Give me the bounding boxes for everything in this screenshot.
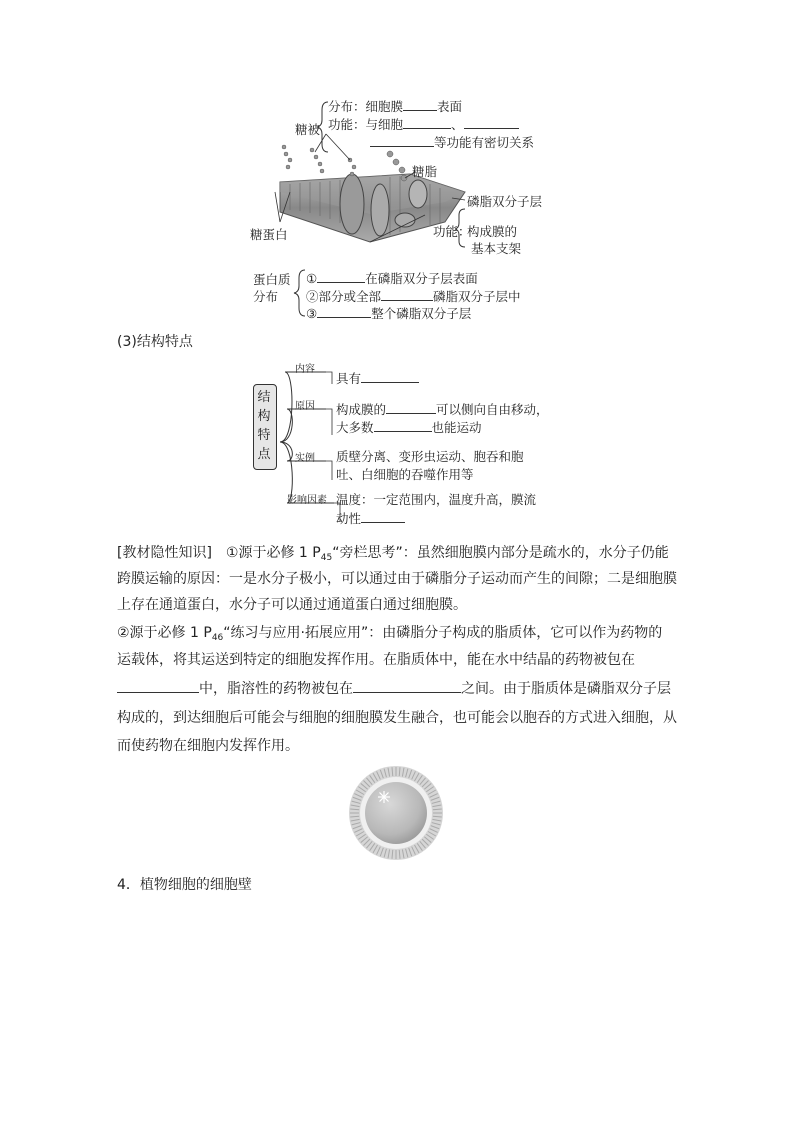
liposome-illustration — [348, 765, 444, 861]
bilayer-function-line1: 构成膜的 — [467, 224, 518, 239]
blank — [403, 98, 437, 111]
glycocalyx-function-line2: 等功能有密切关系 — [370, 134, 534, 151]
branch-content-text: 具有 — [336, 370, 419, 387]
glycoprotein-label: 糖蛋白 — [250, 227, 288, 242]
branch-factor-text2: 动性 — [336, 510, 405, 527]
protein-item-2: ②部分或全部 磷脂双分子层中 — [306, 289, 521, 304]
branch-example-text2: 吐、白细胞的吞噬作用等 — [336, 467, 474, 482]
blank — [353, 677, 461, 693]
bilayer-function-prefix: 功能： — [433, 224, 471, 239]
hidden-knowledge-p1-line3: 上存在通道蛋白，水分子可以通过通道蛋白通过细胞膜。 — [117, 597, 467, 613]
branch-label-factor: 影响因素 — [287, 495, 327, 506]
protein-item-3: ③ 整个磷脂双分子层 — [306, 306, 472, 321]
branch-example-text1: 质壁分离、变形虫运动、胞吞和胞 — [336, 449, 524, 464]
branch-reason-text1: 构成膜的 可以侧向自由移动， — [336, 402, 549, 417]
glycocalyx-label: 糖被 — [295, 122, 321, 137]
hidden-knowledge-p2-line2: 运载体，将其运送到特定的细胞发挥作用。在脂质体中，能在水中结晶的药物被包在 — [117, 652, 635, 668]
blank — [464, 116, 519, 129]
hidden-knowledge-p2-line5: 而使药物在细胞内发挥作用。 — [117, 738, 299, 754]
section3-heading: (3)结构特点 — [117, 334, 193, 350]
glycocalyx-distribution: 分布：细胞膜 表面 — [328, 99, 463, 114]
structure-chart — [250, 362, 570, 532]
branch-label-example: 实例 — [295, 453, 315, 464]
hidden-knowledge-p2-line4: 构成的，到达细胞后可能会与细胞的细胞膜发生融合，也可能会以胞吞的方式进入细胞，从 — [117, 710, 677, 726]
blank — [374, 419, 432, 432]
blank — [370, 134, 434, 147]
hidden-knowledge-p1-line2: 跨膜运输的原因：一是水分子极小，可以通过由于磷脂分子运动而产生的间隙；二是细胞膜 — [117, 571, 677, 587]
blank — [361, 510, 405, 523]
blank — [381, 288, 433, 301]
blank — [403, 116, 451, 129]
protein-distribution-label-2: 分布 — [253, 289, 279, 304]
glycolipid-label: 糖脂 — [412, 164, 438, 179]
structure-root-text: 结构特点 — [257, 390, 271, 462]
bilayer-label: 磷脂双分子层 — [467, 194, 543, 209]
blank — [361, 370, 419, 383]
membrane-figure — [240, 92, 560, 327]
branch-label-reason: 原因 — [295, 401, 315, 412]
hidden-knowledge-p1-line1: [教材隐性知识] ①源于必修 1 $P_{45}“$旁栏思考”：虽然细胞膜内部分是疏水的，水分子仍能 — [117, 545, 669, 563]
glycocalyx-function-line1: 功能：与细胞 、 — [328, 116, 519, 133]
protein-item-1: ① 在磷脂双分子层表面 — [306, 271, 478, 286]
blank — [386, 401, 436, 414]
protein-distribution-label-1: 蛋白质 — [253, 272, 291, 287]
blank — [317, 270, 365, 283]
hidden-knowledge-p2-line1: ②源于必修 1 $P_{46}“$练习与应用·拓展应用”：由磷脂分子构成的脂质体，它可以作为药物的 — [117, 625, 663, 643]
branch-reason-text2: 大多数 也能运动 — [336, 420, 482, 435]
section4-heading: 4．植物细胞的细胞壁 — [117, 877, 252, 893]
blank — [317, 305, 371, 318]
bilayer-function-line2: 基本支架 — [471, 241, 522, 256]
branch-label-content: 内容 — [295, 364, 315, 375]
hidden-knowledge-p2-line3: 中，脂溶性的药物被包在 之间。由于脂质体是磷脂双分子层 — [117, 676, 687, 702]
branch-factor-text1: 温度：一定范围内，温度升高，膜流 — [336, 492, 537, 507]
blank — [117, 677, 199, 693]
